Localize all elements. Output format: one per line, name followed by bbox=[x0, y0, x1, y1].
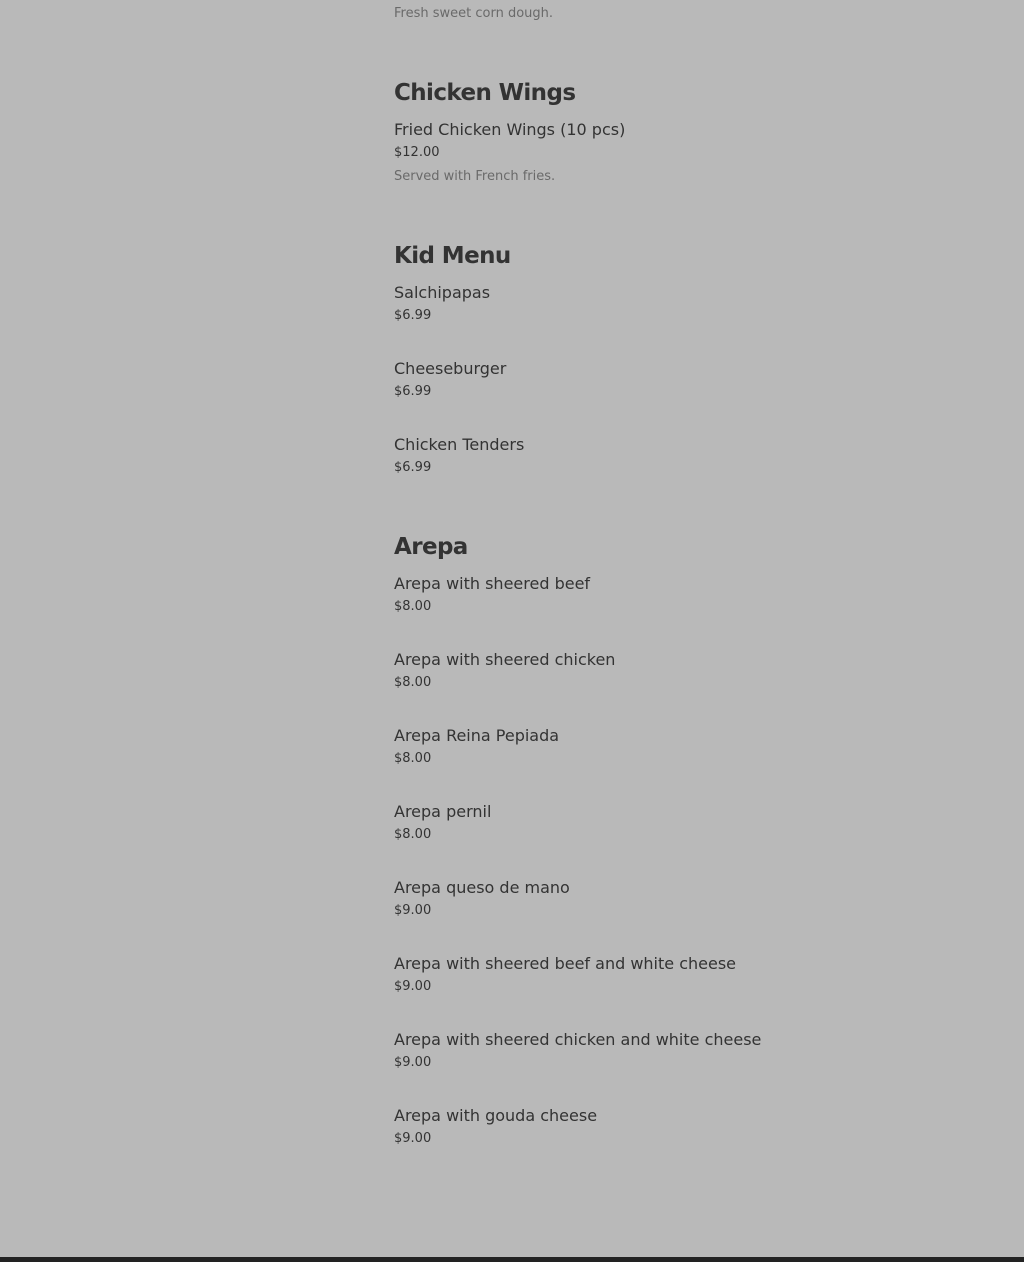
menu-item[interactable] bbox=[394, 119, 954, 186]
item-name: Arepa with sheered beef bbox=[394, 574, 591, 593]
item-price: $12.00 bbox=[394, 145, 440, 160]
item-name: Fried Chicken Wings (10 pcs) bbox=[394, 120, 626, 139]
menu-item[interactable] bbox=[394, 877, 954, 920]
menu-item[interactable] bbox=[394, 801, 954, 844]
item-name: Arepa pernil bbox=[394, 802, 492, 821]
item-price: $9.00 bbox=[394, 1131, 432, 1146]
item-price: $6.99 bbox=[394, 384, 432, 399]
item-price: $8.00 bbox=[394, 599, 432, 614]
menu-item[interactable] bbox=[394, 573, 954, 616]
item-description: Fresh sweet corn dough. bbox=[394, 6, 554, 21]
item-price: $8.00 bbox=[394, 751, 432, 766]
item-name: Salchipapas bbox=[394, 283, 491, 302]
item-name: Arepa with sheered chicken and white cheese bbox=[394, 1030, 762, 1049]
section-arepa bbox=[394, 533, 954, 1148]
section-title: Arepa bbox=[394, 534, 468, 560]
item-price: $8.00 bbox=[394, 827, 432, 842]
item-name: Arepa with sheered beef and white cheese bbox=[394, 954, 736, 973]
footer-bar bbox=[0, 1257, 1024, 1262]
menu-item[interactable] bbox=[394, 1105, 954, 1148]
section-title: Chicken Wings bbox=[394, 80, 576, 106]
item-name: Arepa queso de mano bbox=[394, 878, 570, 897]
item-price: $8.00 bbox=[394, 675, 432, 690]
item-price: $6.99 bbox=[394, 460, 432, 475]
menu-item[interactable] bbox=[394, 358, 954, 401]
menu-item[interactable] bbox=[394, 953, 954, 996]
item-name: Arepa Reina Pepiada bbox=[394, 726, 560, 745]
menu-item[interactable] bbox=[394, 434, 954, 477]
item-price: $6.99 bbox=[394, 308, 432, 323]
item-name: Chicken Tenders bbox=[394, 435, 525, 454]
section-kid-menu bbox=[394, 242, 954, 477]
menu-list bbox=[394, 0, 954, 1148]
item-price: $9.00 bbox=[394, 903, 432, 918]
menu-item[interactable] bbox=[394, 282, 954, 325]
menu-item[interactable] bbox=[394, 1029, 954, 1072]
menu-item-partial[interactable] bbox=[394, 0, 954, 23]
item-price: $9.00 bbox=[394, 1055, 432, 1070]
item-name: Cheeseburger bbox=[394, 359, 507, 378]
item-name: Arepa with sheered chicken bbox=[394, 650, 616, 669]
menu-item[interactable] bbox=[394, 649, 954, 692]
menu-item[interactable] bbox=[394, 725, 954, 768]
item-name: Arepa with gouda cheese bbox=[394, 1106, 598, 1125]
section-chicken-wings bbox=[394, 79, 954, 186]
item-description: Served with French fries. bbox=[394, 169, 556, 184]
item-price: $9.00 bbox=[394, 979, 432, 994]
section-title: Kid Menu bbox=[394, 243, 511, 269]
